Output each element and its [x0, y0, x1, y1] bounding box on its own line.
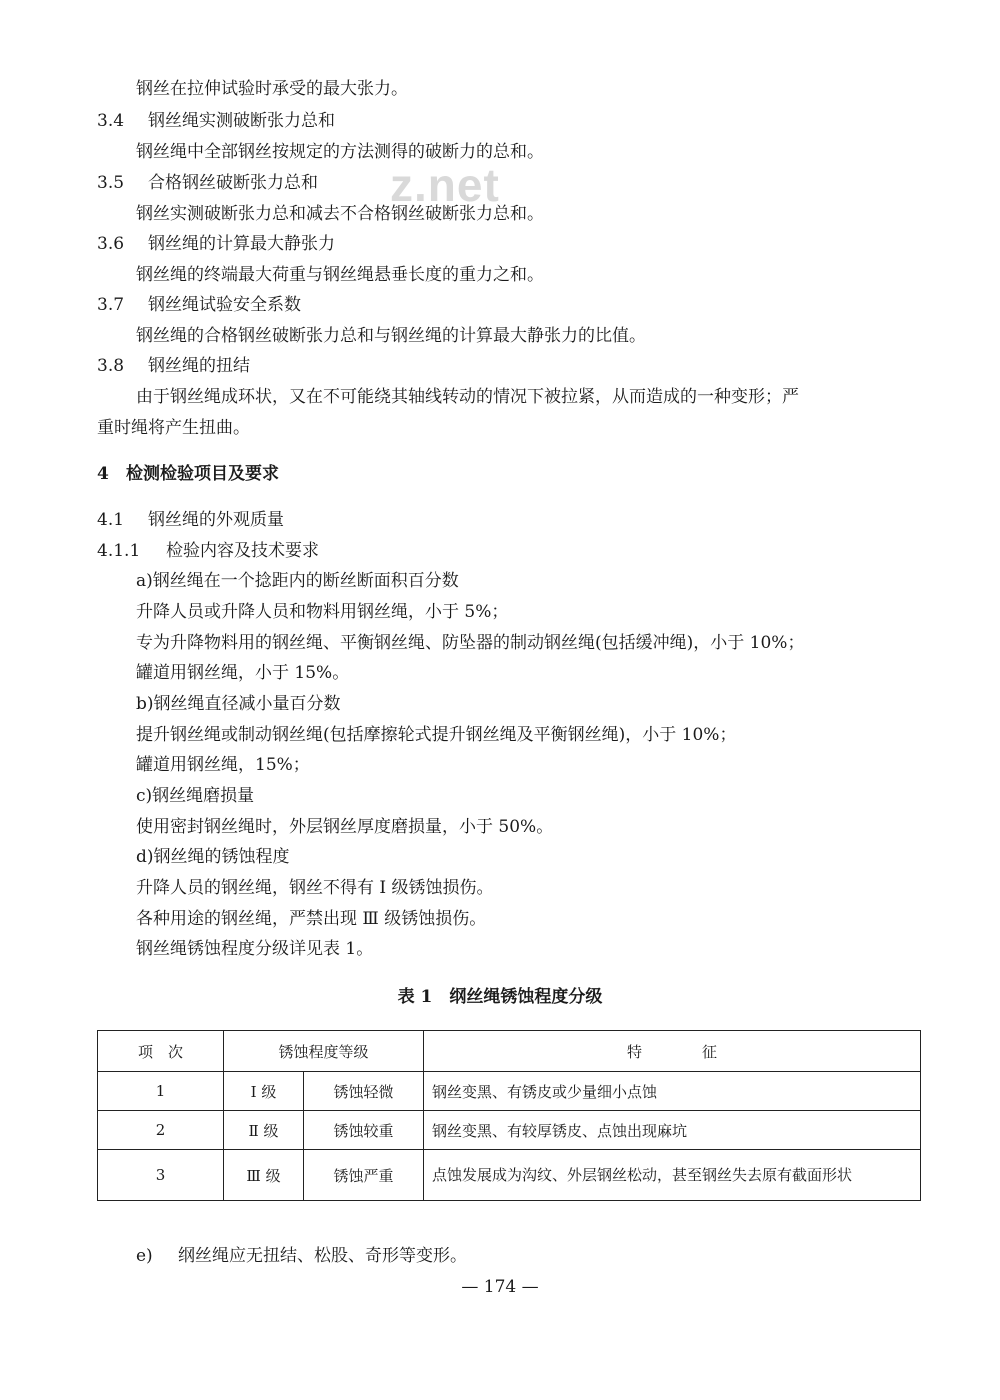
item-d-heading: d)钢丝绳的锈蚀程度 [136, 847, 290, 867]
row-no: 1 [98, 1072, 224, 1111]
row-level: 锈蚀轻微 [304, 1072, 424, 1111]
row-level: 锈蚀较重 [304, 1111, 424, 1150]
item-b-line2: 罐道用钢丝绳，15%； [136, 755, 310, 775]
item-a-line3: 罐道用钢丝绳，小于 15%。 [136, 663, 350, 683]
row-feature: 点蚀发展成为沟纹、外层钢丝松动，甚至钢丝失去原有截面形状 [424, 1150, 921, 1201]
table-row [98, 1150, 921, 1201]
section-4-1-number: 4.1 [97, 510, 125, 530]
row-grade: Ⅰ 级 [224, 1072, 304, 1111]
def-3-7-number: 3.7 [97, 295, 125, 315]
item-a-line1: 升降人员或升降人员和物料用钢丝绳，小于 5%； [136, 602, 509, 622]
section-4-number: 4 [97, 464, 109, 484]
item-c-line1: 使用密封钢丝绳时，外层钢丝厚度磨损量，小于 50%。 [136, 817, 554, 837]
def-3-4-body: 钢丝绳中全部钢丝按规定的方法测得的破断力的总和。 [136, 142, 544, 162]
def-3-5-title: 合格钢丝破断张力总和 [148, 173, 318, 193]
item-a-line2: 专为升降物料用的钢丝绳、平衡钢丝绳、防坠器的制动钢丝绳(包括缓冲绳)，小于 10%； [136, 633, 805, 653]
item-d-line1: 升降人员的钢丝绳，钢丝不得有 Ⅰ 级锈蚀损伤。 [136, 878, 494, 898]
item-b-heading: b)钢丝绳直径减小量百分数 [136, 694, 341, 714]
section-4-1-title: 钢丝绳的外观质量 [148, 510, 284, 530]
item-e-text: 纲丝绳应无扭结、松股、奇形等变形。 [178, 1246, 467, 1266]
item-d-line3: 钢丝绳锈蚀程度分级详见表 1。 [136, 939, 374, 959]
intro-line: 钢丝在拉伸试验时承受的最大张力。 [136, 79, 408, 99]
row-no: 2 [98, 1111, 224, 1150]
def-3-8-number: 3.8 [97, 356, 125, 376]
row-no: 3 [98, 1150, 224, 1201]
section-4-title: 检测检验项目及要求 [126, 464, 279, 484]
row-feature: 钢丝变黑、有较厚锈皮、点蚀出现麻坑 [424, 1111, 921, 1150]
watermark-text: z.net [390, 159, 500, 211]
def-3-8-body-line2: 重时绳将产生扭曲。 [97, 418, 250, 438]
item-b-line1: 提升钢丝绳或制动钢丝绳(包括摩擦轮式提升钢丝绳及平衡钢丝绳)，小于 10%； [136, 725, 737, 745]
item-d-line2: 各种用途的钢丝绳，严禁出现 Ⅲ 级锈蚀损伤。 [136, 909, 487, 929]
item-e-label: e) [136, 1246, 153, 1266]
table-header-row [98, 1031, 921, 1072]
def-3-4-number: 3.4 [97, 111, 125, 131]
row-level: 锈蚀严重 [304, 1150, 424, 1201]
def-3-6-body: 钢丝绳的终端最大荷重与钢丝绳悬垂长度的重力之和。 [136, 265, 544, 285]
row-feature: 钢丝变黑、有锈皮或少量细小点蚀 [424, 1072, 921, 1111]
def-3-7-title: 钢丝绳试验安全系数 [148, 295, 301, 315]
section-4-1-1-number: 4.1.1 [97, 541, 141, 561]
def-3-5-body: 钢丝实测破断张力总和减去不合格钢丝破断张力总和。 [136, 204, 544, 224]
page-number: — 174 — [461, 1277, 539, 1297]
table-1-caption: 表 1 纲丝绳锈蚀程度分级 [397, 987, 603, 1007]
def-3-8-title: 钢丝绳的扭结 [148, 356, 250, 376]
section-4-1-1-title: 检验内容及技术要求 [166, 541, 319, 561]
def-3-8-body-line1: 由于钢丝绳成环状，又在不可能绕其轴线转动的情况下被拉紧，从而造成的一种变形；严 [136, 387, 799, 407]
item-c-heading: c)钢丝绳磨损量 [136, 786, 255, 806]
item-a-heading: a)钢丝绳在一个捻距内的断丝断面积百分数 [136, 571, 459, 591]
def-3-6-number: 3.6 [97, 234, 125, 254]
header-feature: 特 征 [424, 1031, 921, 1072]
def-3-6-title: 钢丝绳的计算最大静张力 [148, 234, 335, 254]
row-grade: Ⅱ 级 [224, 1111, 304, 1150]
row-grade: Ⅲ 级 [224, 1150, 304, 1201]
def-3-5-number: 3.5 [97, 173, 125, 193]
def-3-4-title: 钢丝绳实测破断张力总和 [148, 111, 335, 131]
corrosion-grade-table [97, 1030, 921, 1201]
header-corrosion-grade: 锈蚀程度等级 [224, 1031, 424, 1072]
table-row [98, 1111, 921, 1150]
def-3-7-body: 钢丝绳的合格钢丝破断张力总和与钢丝绳的计算最大静张力的比值。 [136, 326, 646, 346]
header-item-no: 项 次 [98, 1031, 224, 1072]
table-row [98, 1072, 921, 1111]
